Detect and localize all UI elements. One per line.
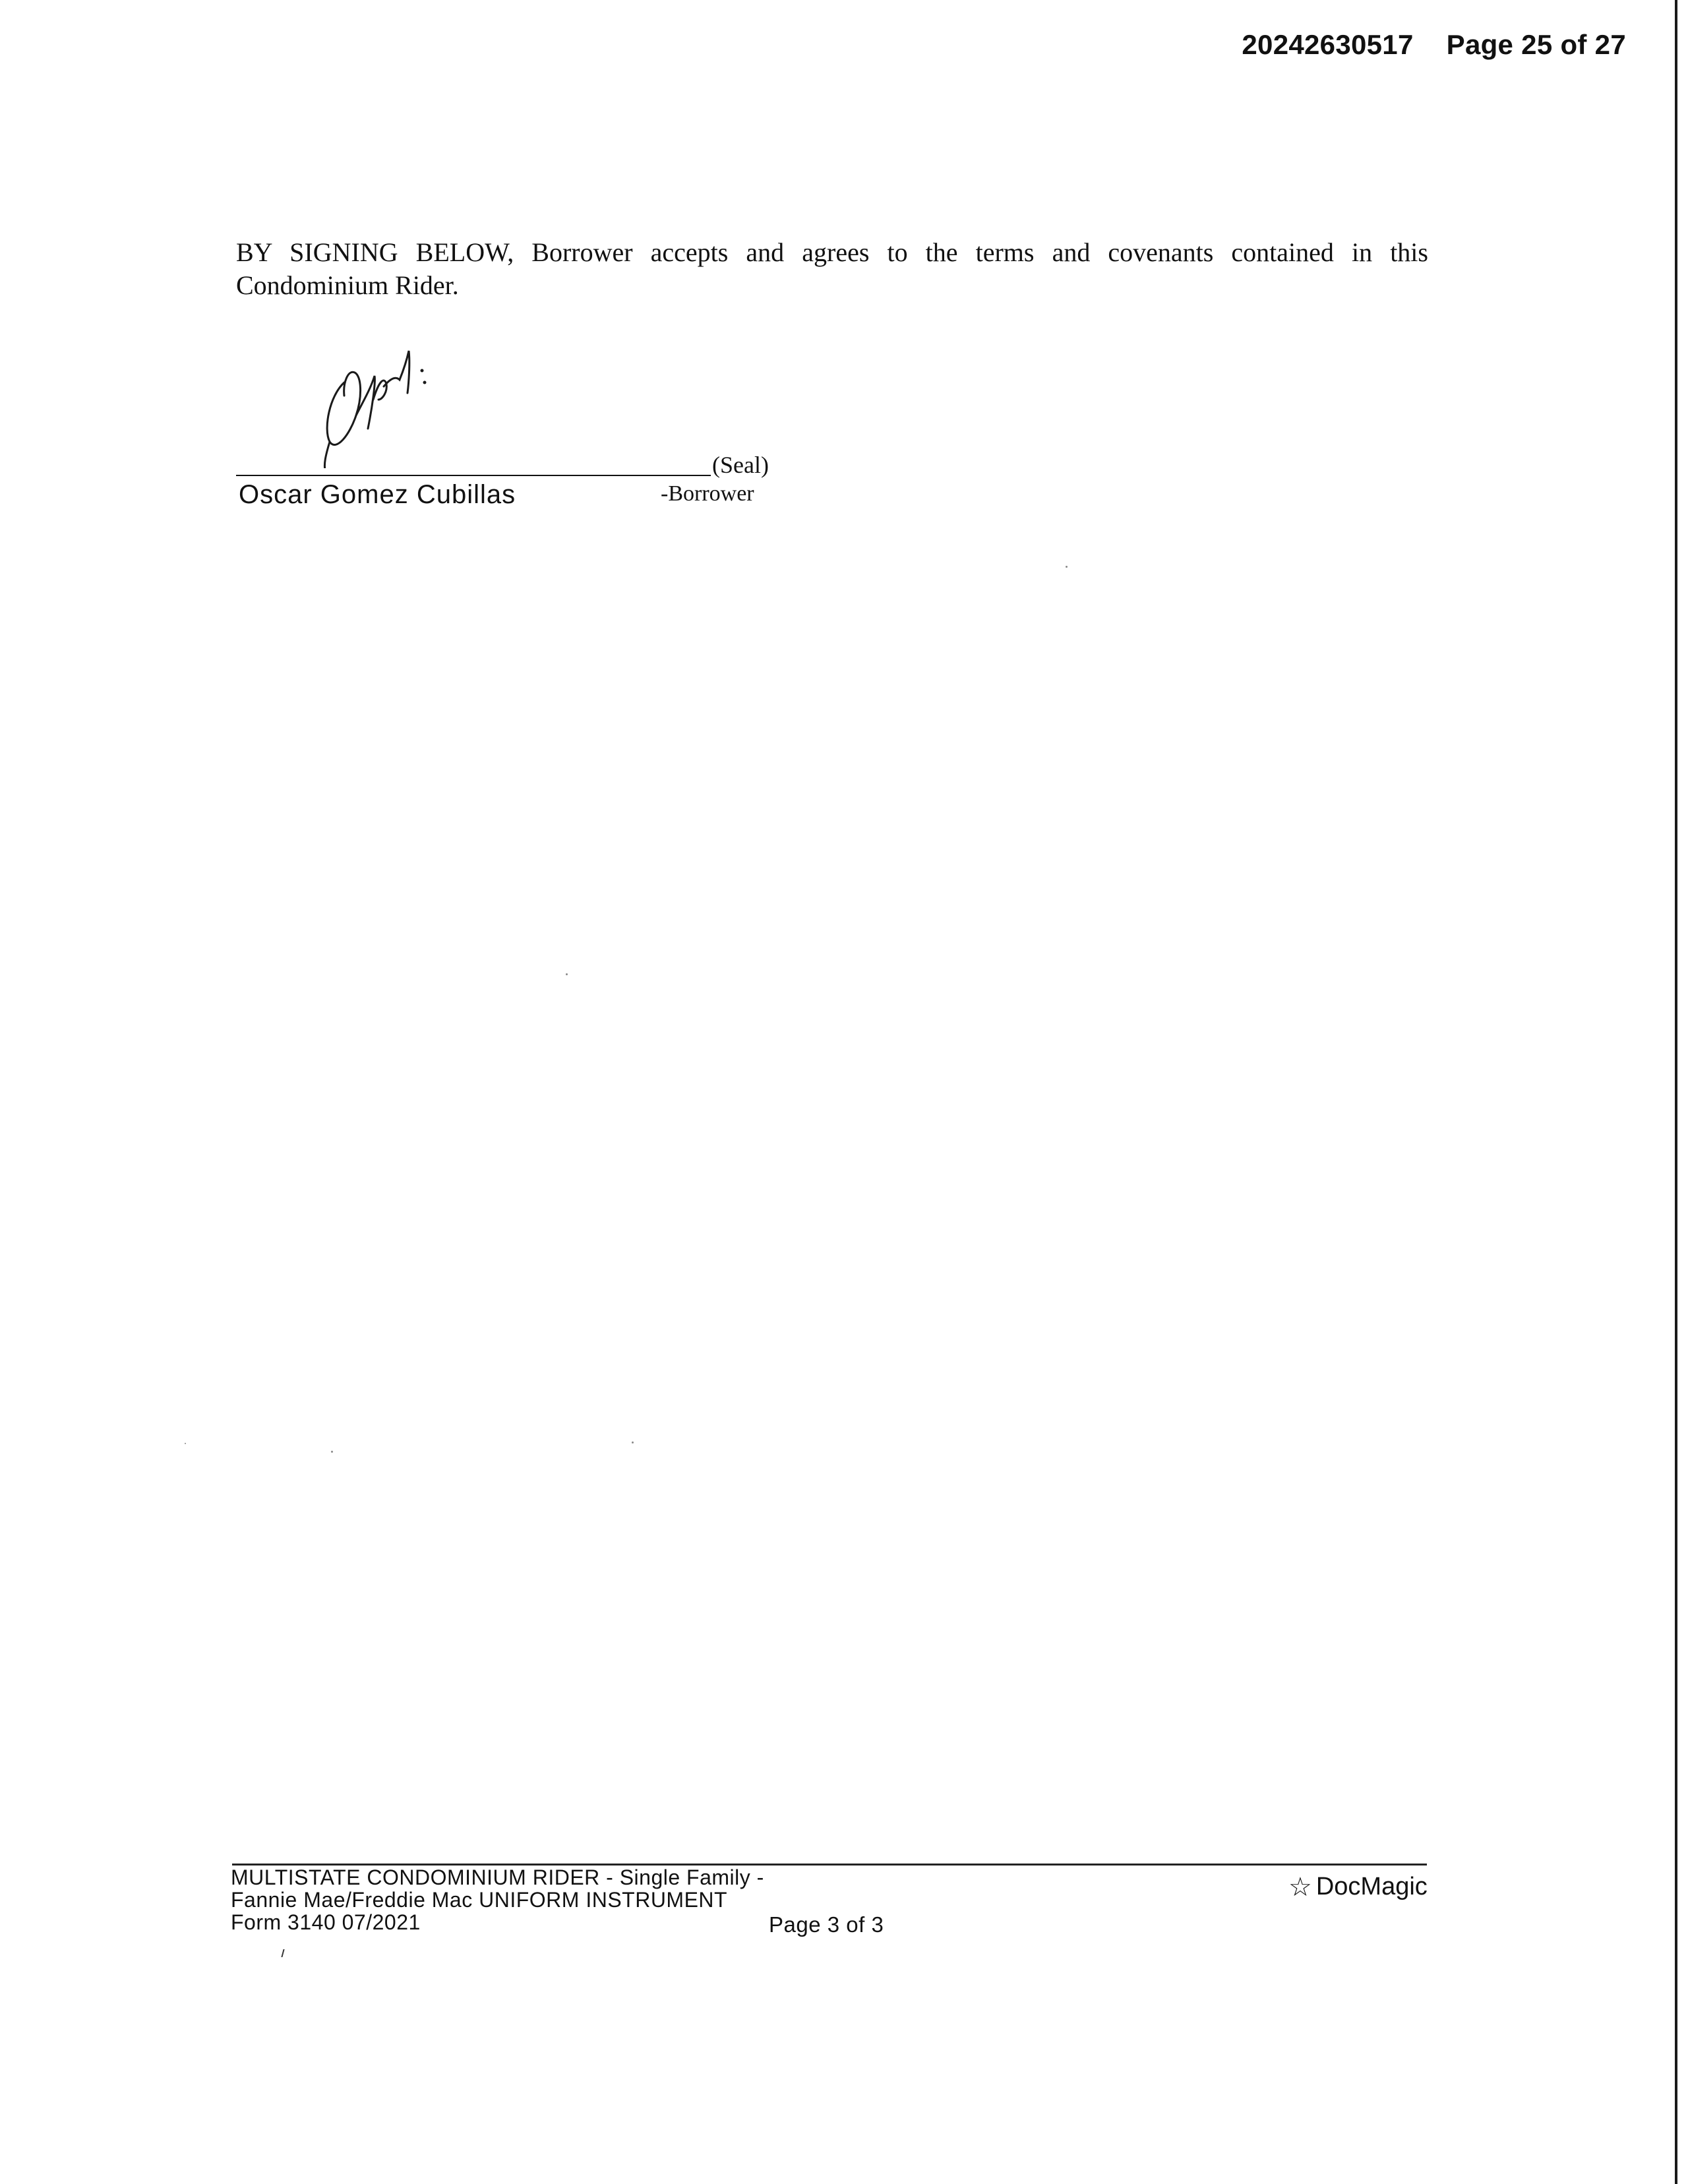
scan-edge-line: [1675, 0, 1677, 2184]
scan-speck: [566, 973, 568, 975]
form-line-1: MULTISTATE CONDOMINIUM RIDER - Single Family -: [231, 1866, 764, 1889]
scan-speck: [331, 1451, 333, 1453]
signature-line: [236, 475, 711, 476]
form-line-3: Form 3140 07/2021: [231, 1910, 421, 1934]
recording-header: [1242, 29, 1626, 61]
docmagic-logo: [1288, 1873, 1428, 1901]
form-identification: [231, 1866, 764, 1933]
document-number: 20242630517: [1242, 29, 1414, 60]
scan-speck: [1066, 566, 1068, 568]
brand-name: DocMagic: [1315, 1873, 1428, 1900]
scan-speck: [185, 1443, 186, 1444]
star-outline-icon: ☆: [1288, 1872, 1312, 1902]
recording-page-label: Page 25 of 27: [1446, 29, 1626, 60]
form-line-2: Fannie Mae/Freddie Mac UNIFORM INSTRUMENT: [231, 1888, 728, 1912]
scan-speck: [632, 1441, 634, 1443]
borrower-name: Oscar Gomez Cubillas: [239, 480, 516, 509]
seal-label: (Seal): [712, 452, 769, 478]
form-page-label: Page 3 of 3: [769, 1912, 884, 1937]
scan-mark: [281, 1949, 284, 1957]
borrower-signature: [310, 336, 455, 468]
borrower-role-label: -Borrower: [661, 481, 754, 506]
signing-paragraph: BY SIGNING BELOW, Borrower accepts and agrees to the terms and covenants contained in this Condominium Rider.: [236, 237, 1428, 300]
